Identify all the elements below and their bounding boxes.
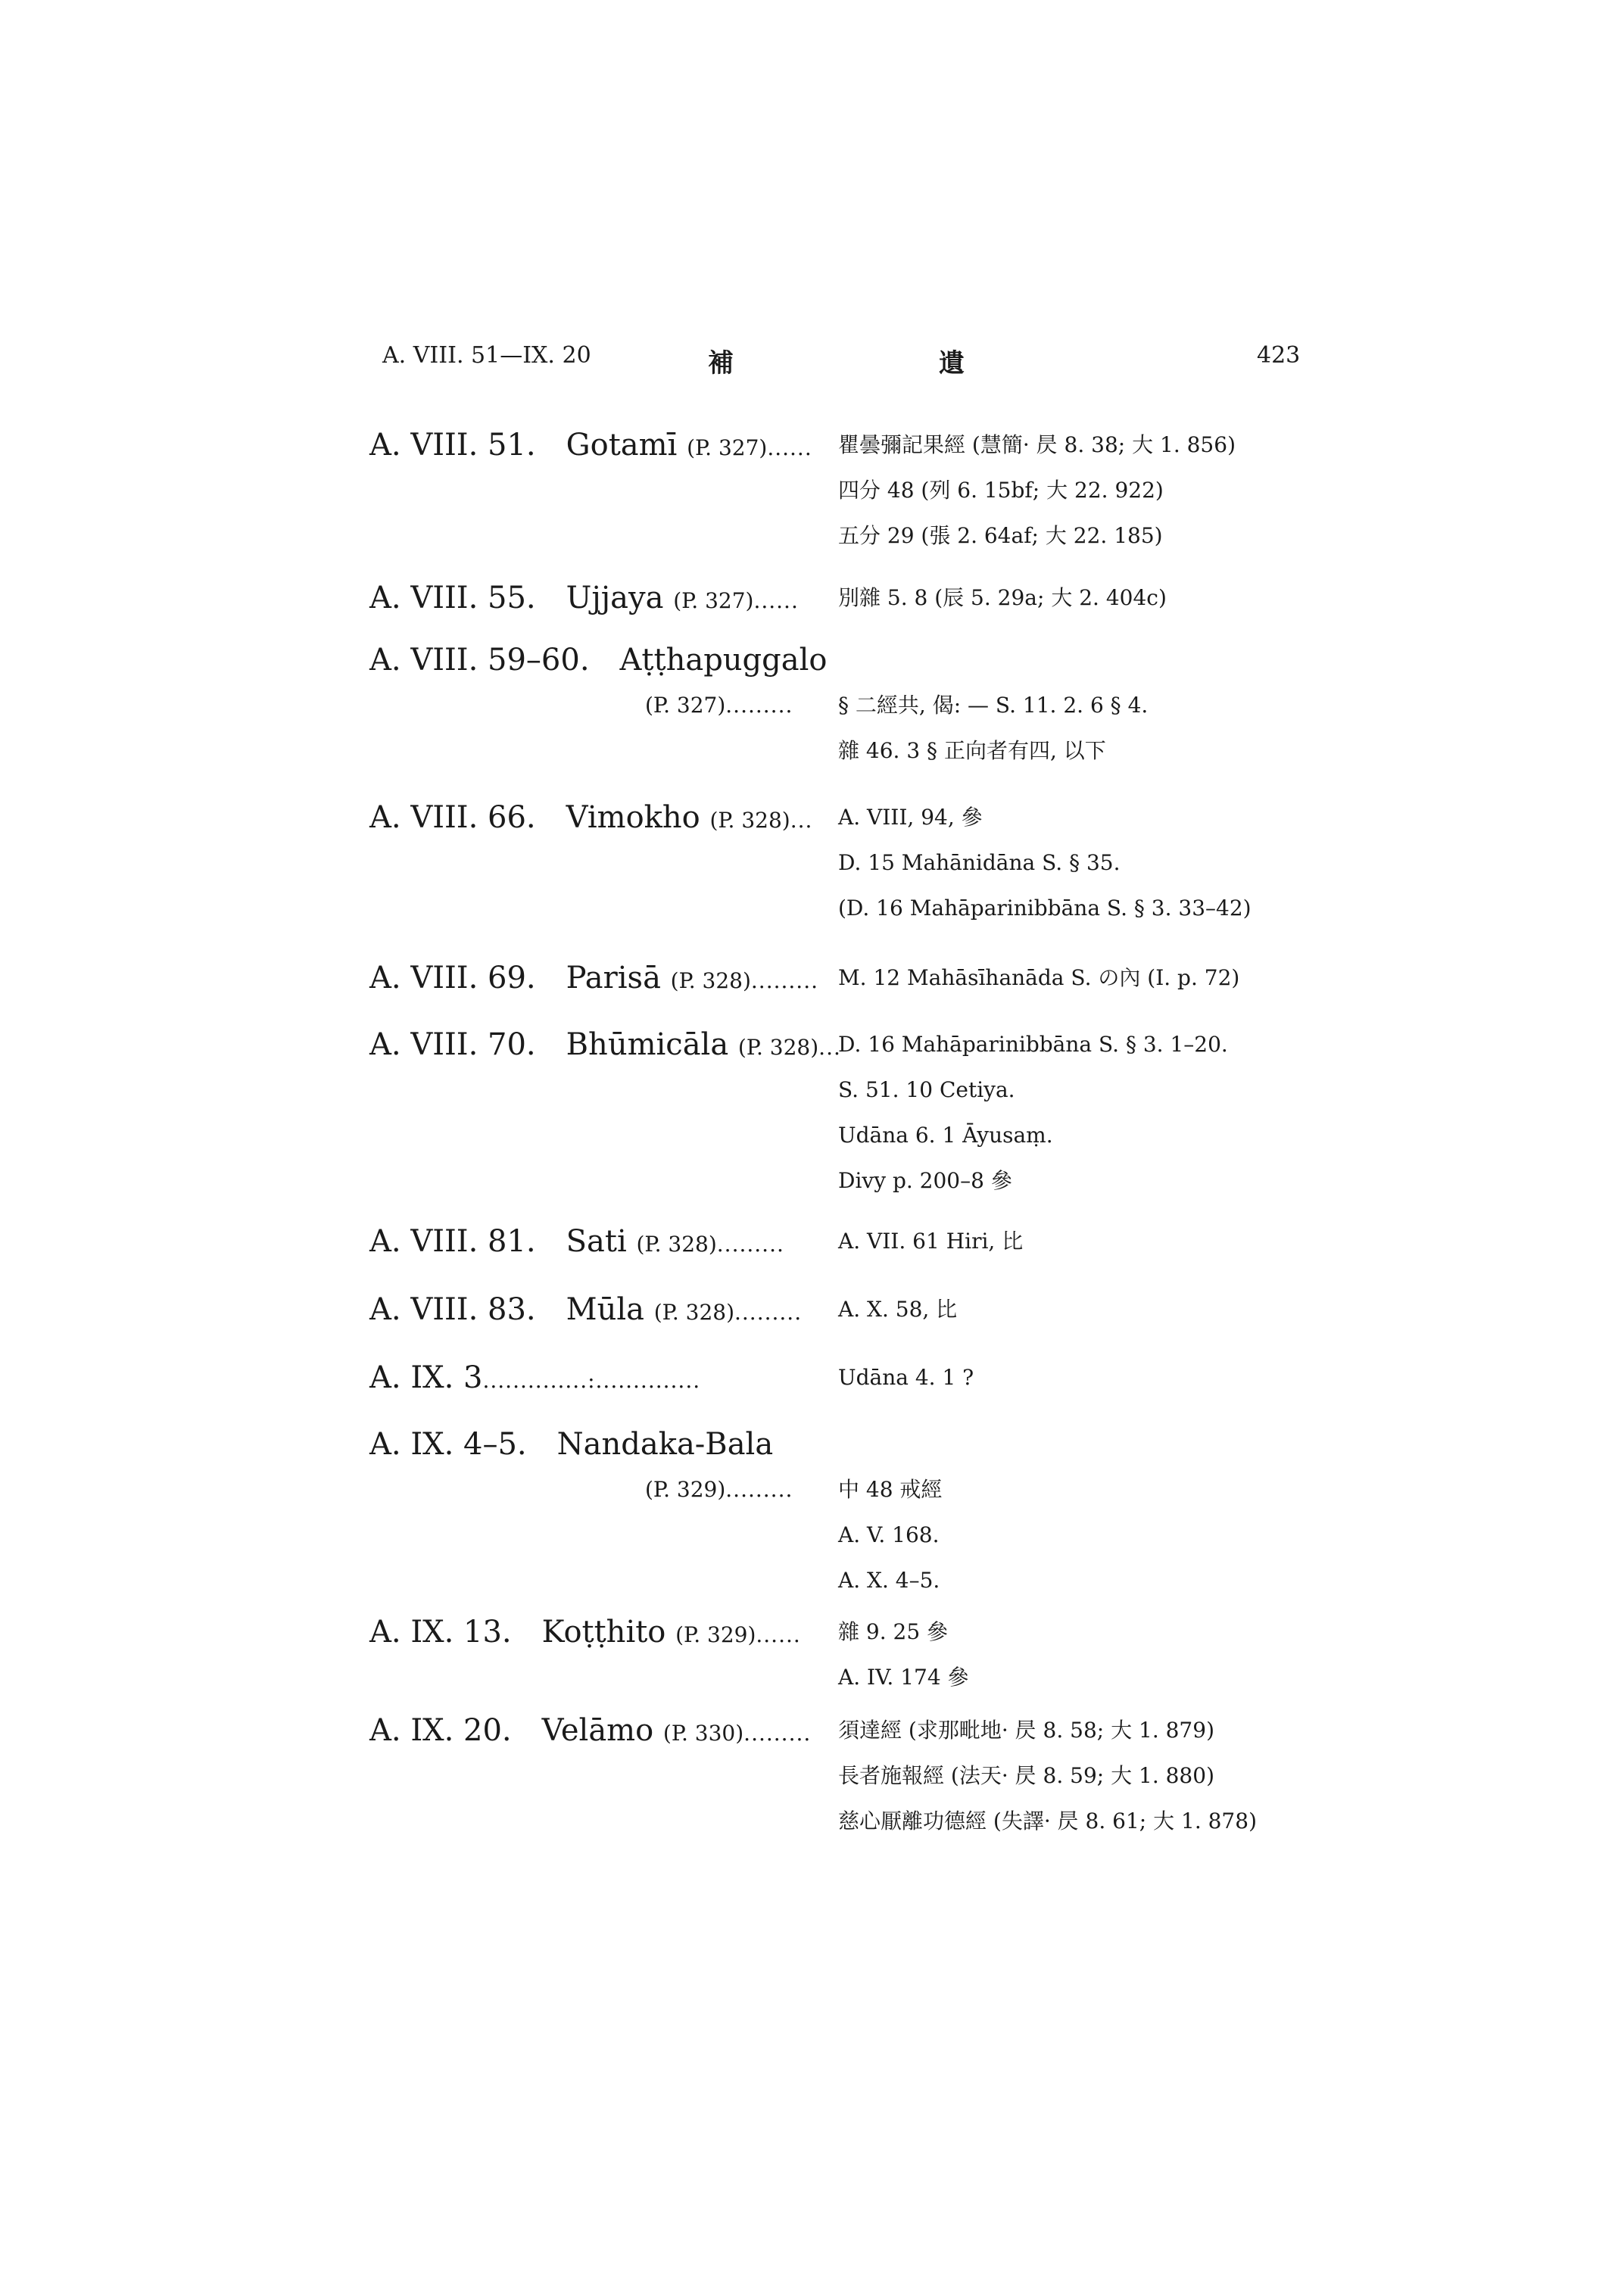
entry-id: A. VIII. 51. (369, 428, 536, 463)
entry-heading (369, 1709, 811, 1755)
entry-heading-continued (645, 684, 793, 727)
cross-reference: A. X. 58, 比 (838, 1297, 958, 1322)
entry-heading (369, 639, 828, 681)
entry-name: Nandaka-Bala (556, 1427, 774, 1462)
entry-id: A. IX. 4–5. (369, 1427, 527, 1462)
section-range: A. VIII. 51—IX. 20 (382, 342, 591, 369)
entry-heading-continued (645, 1469, 793, 1511)
cross-reference: A. VIII, 94, 參 (838, 805, 983, 830)
page-number: 423 (1257, 342, 1301, 369)
cross-reference: Udāna 4. 1 ? (838, 1365, 974, 1390)
entry-name: Sati (566, 1224, 627, 1259)
entry-id: A. VIII. 55. (369, 581, 536, 615)
entry-id: A. VIII. 59–60. (369, 643, 590, 678)
leader-dots: ......... (725, 693, 793, 718)
cross-reference: 五分 29 (張 2. 64af; 大 22. 185) (838, 523, 1163, 548)
entry-id: A. IX. 13. (369, 1615, 512, 1650)
cross-reference: (D. 16 Mahāparinibbāna S. § 3. 33–42) (838, 896, 1252, 921)
entry-name: Mūla (566, 1292, 645, 1327)
cross-reference: 須達經 (求那毗地· 昃 8. 58; 大 1. 879) (838, 1718, 1214, 1743)
leader-dots: ... (790, 808, 813, 833)
page-reference: (P. 328) (653, 1300, 734, 1325)
entry-id: A. VIII. 69. (369, 961, 536, 995)
cross-reference: Udāna 6. 1 Āyusaṃ. (838, 1123, 1053, 1148)
entry-heading (369, 1611, 801, 1656)
leader-dots: ......... (716, 1232, 784, 1257)
leader-dots: ...... (753, 588, 799, 613)
page-reference: (P. 329) (645, 1477, 726, 1502)
entry-name: Bhūmicāla (566, 1027, 729, 1062)
page-reference: (P. 329) (675, 1622, 756, 1647)
leader-dots: ......... (734, 1300, 803, 1325)
entry-id: A. IX. 3 (369, 1360, 483, 1395)
page-reference: (P. 327) (673, 588, 754, 613)
leader-dots: ......... (725, 1477, 793, 1502)
entry-heading (369, 1288, 802, 1334)
cross-reference: S. 51. 10 Cetiya. (838, 1077, 1015, 1102)
entry-id: A. VIII. 66. (369, 800, 536, 835)
cross-reference: 四分 48 (列 6. 15bf; 大 22. 922) (838, 478, 1164, 503)
page-reference: (P. 330) (662, 1721, 744, 1746)
entry-heading (369, 424, 812, 469)
cross-reference: 長者施報經 (法天· 昃 8. 59; 大 1. 880) (838, 1763, 1214, 1788)
cross-reference: § 二經共, 偈: — S. 11. 2. 6 § 4. (838, 693, 1149, 718)
leader-dots: ...... (767, 435, 812, 460)
cross-reference: M. 12 Mahāsīhanāda S. の內 (I. p. 72) (838, 965, 1240, 990)
entry-heading (369, 1423, 773, 1466)
cross-reference: 別雜 5. 8 (辰 5. 29a; 大 2. 404c) (838, 585, 1167, 610)
entry-id: A. VIII. 83. (369, 1292, 536, 1327)
entry-name: Velāmo (541, 1713, 654, 1748)
entry-heading (369, 577, 799, 622)
entry-heading (369, 1357, 700, 1402)
entry-name: Vimokho (566, 800, 700, 835)
leader-dots: ..............:.............. (482, 1368, 701, 1393)
cross-reference: D. 15 Mahānidāna S. § 35. (838, 850, 1121, 875)
cross-reference: Divy p. 200–8 參 (838, 1168, 1012, 1193)
entry-name: Koṭṭhito (541, 1615, 666, 1650)
cross-reference: 雜 9. 25 參 (838, 1619, 949, 1644)
entry-heading (369, 1023, 841, 1069)
cross-reference: A. V. 168. (838, 1522, 940, 1547)
cross-reference: 慈心厭離功德經 (失譯· 昃 8. 61; 大 1. 878) (838, 1809, 1257, 1833)
cross-reference: 雜 46. 3 § 正向者有四, 以下 (838, 738, 1106, 763)
cross-reference: A. X. 4–5. (838, 1568, 940, 1593)
cross-reference: A. VII. 61 Hiri, 比 (838, 1229, 1024, 1254)
cross-reference: D. 16 Mahāparinibbāna S. § 3. 1–20. (838, 1032, 1228, 1057)
leader-dots: ......... (750, 968, 819, 993)
entry-id: A. VIII. 70. (369, 1027, 536, 1062)
entry-id: A. IX. 20. (369, 1713, 512, 1748)
cross-reference: 瞿曇彌記果經 (慧簡· 昃 8. 38; 大 1. 856) (838, 432, 1236, 457)
page-reference: (P. 328) (670, 968, 751, 993)
entry-name: Ujjaya (566, 581, 664, 615)
entry-heading (369, 796, 812, 842)
page-reference: (P. 327) (645, 693, 726, 718)
page-reference: (P. 327) (687, 435, 768, 460)
header-title-1: 補 (708, 348, 734, 379)
page-reference: (P. 328) (636, 1232, 717, 1257)
leader-dots: ... (818, 1035, 841, 1060)
cross-reference: 中 48 戒經 (838, 1477, 943, 1502)
entry-id: A. VIII. 81. (369, 1224, 536, 1259)
entry-name: Aṭṭhapuggalo (619, 643, 828, 678)
leader-dots: ...... (756, 1622, 801, 1647)
entry-heading (369, 957, 818, 1002)
entry-name: Parisā (566, 961, 661, 995)
header-title-2: 遺 (939, 348, 965, 379)
page-reference: (P. 328) (709, 808, 790, 833)
entry-heading (369, 1220, 784, 1266)
entry-name: Gotamī (566, 428, 678, 463)
leader-dots: ......... (743, 1721, 812, 1746)
cross-reference: A. IV. 174 參 (838, 1665, 969, 1690)
page-reference: (P. 328) (737, 1035, 819, 1060)
running-header (0, 342, 1624, 388)
